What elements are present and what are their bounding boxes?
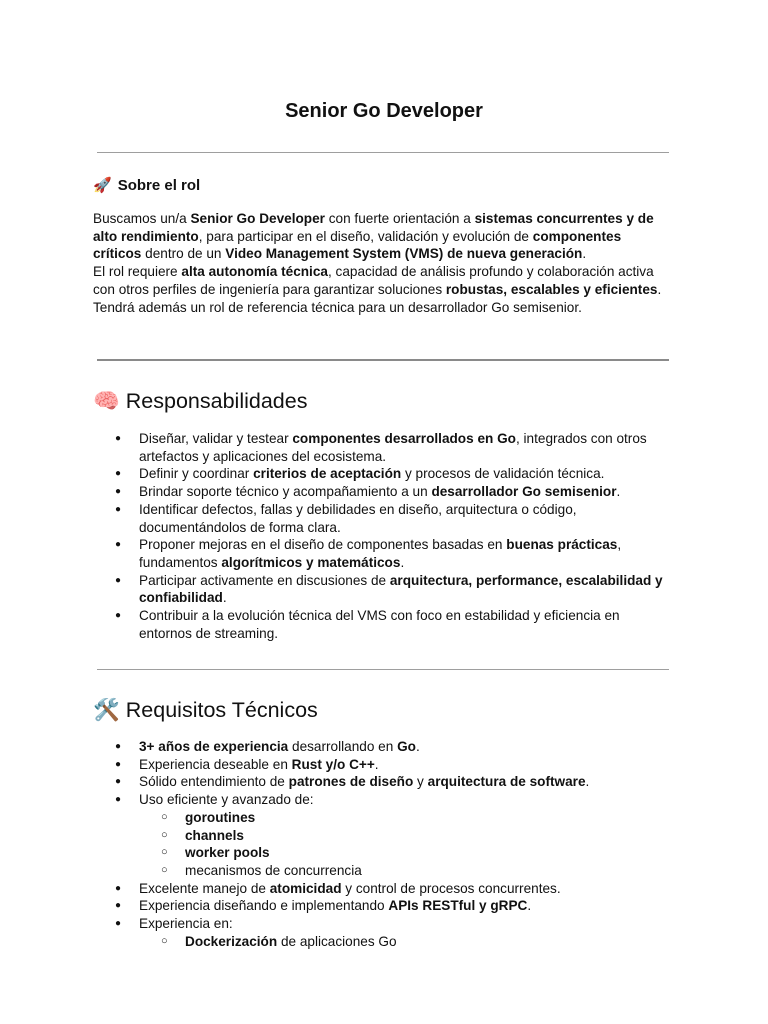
about-paragraph bbox=[93, 210, 668, 316]
sub-list-item: ○ worker pools bbox=[139, 844, 673, 862]
list-item: ● Sólido entendimiento de patrones de diseño y arquitectura de software. bbox=[93, 773, 673, 791]
list-item: ● Experiencia en: ○ Dockerización de aplicaciones Go bbox=[93, 915, 673, 950]
sub-list-item: ○ goroutines bbox=[139, 809, 673, 827]
section-heading-about bbox=[93, 176, 200, 196]
list-item: ● Experiencia deseable en Rust y/o C++. bbox=[93, 756, 673, 774]
about-paragraph-2: El rol requiere alta autonomía técnica, capacidad de análisis profundo y colaboración activa con otros perfiles de ingeniería para garantizar soluciones robustas, escalables y eficientes. Tendrá además un rol de referencia técnica para un desarrollador Go semisenior. bbox=[93, 264, 662, 315]
divider bbox=[97, 669, 669, 670]
list-item: ● Brindar soporte técnico y acompañamiento a un desarrollador Go semisenior. bbox=[93, 483, 673, 501]
rocket-icon: 🚀 bbox=[93, 177, 112, 194]
list-item: ● 3+ años de experiencia desarrollando en Go. bbox=[93, 738, 673, 756]
divider bbox=[97, 152, 669, 153]
list-item: ● Definir y coordinar criterios de aceptación y procesos de validación técnica. bbox=[93, 465, 673, 483]
list-item: ● Diseñar, validar y testear componentes desarrollados en Go, integrados con otros artefactos y aplicaciones del ecosistema. bbox=[93, 430, 673, 465]
list-item: ● Contribuir a la evolución técnica del VMS con foco en estabilidad y eficiencia en entornos de streaming. bbox=[93, 607, 673, 642]
divider bbox=[97, 359, 669, 361]
list-item: ● Participar activamente en discusiones de arquitectura, performance, escalabilidad y confiabilidad. bbox=[93, 572, 673, 607]
brain-icon: 🧠 bbox=[93, 389, 120, 413]
tools-icon: 🛠️ bbox=[93, 698, 120, 722]
list-item: ● Excelente manejo de atomicidad y control de procesos concurrentes. bbox=[93, 880, 673, 898]
list-item: ● Uso eficiente y avanzado de: ○ goroutines ○ channels ○ worker pools ○ mecanismos de concurrencia bbox=[93, 791, 673, 880]
sub-list bbox=[139, 933, 673, 951]
requirements-list bbox=[93, 738, 673, 950]
list-item: ● Proponer mejoras en el diseño de componentes basadas en buenas prácticas, fundamentos algorítmicos y matemáticos. bbox=[93, 536, 673, 571]
section-heading-requirements bbox=[93, 696, 318, 724]
sub-list bbox=[139, 809, 673, 880]
responsibilities-list bbox=[93, 430, 673, 642]
section-heading-requirements-label: Requisitos Técnicos bbox=[125, 698, 318, 722]
section-heading-responsibilities-label: Responsabilidades bbox=[125, 389, 308, 413]
list-item: ● Identificar defectos, fallas y debilidades en diseño, arquitectura o código, documentándolos de forma clara. bbox=[93, 501, 673, 536]
sub-list-item: ○ channels bbox=[139, 827, 673, 845]
about-paragraph-1: Buscamos un/a Senior Go Developer con fuerte orientación a sistemas concurrentes y de alto rendimiento, para participar en el diseño, validación y evolución de componentes críticos dentro de un Video Management System (VMS) de nueva generación. bbox=[93, 211, 654, 262]
section-heading-responsibilities bbox=[93, 387, 307, 415]
list-item: ● Experiencia diseñando e implementando APIs RESTful y gRPC. bbox=[93, 897, 673, 915]
page-title: Senior Go Developer bbox=[285, 100, 483, 122]
sub-list-item: ○ mecanismos de concurrencia bbox=[139, 862, 673, 880]
sub-list-item: ○ Dockerización de aplicaciones Go bbox=[139, 933, 673, 951]
section-heading-about-label: Sobre el rol bbox=[117, 177, 201, 194]
